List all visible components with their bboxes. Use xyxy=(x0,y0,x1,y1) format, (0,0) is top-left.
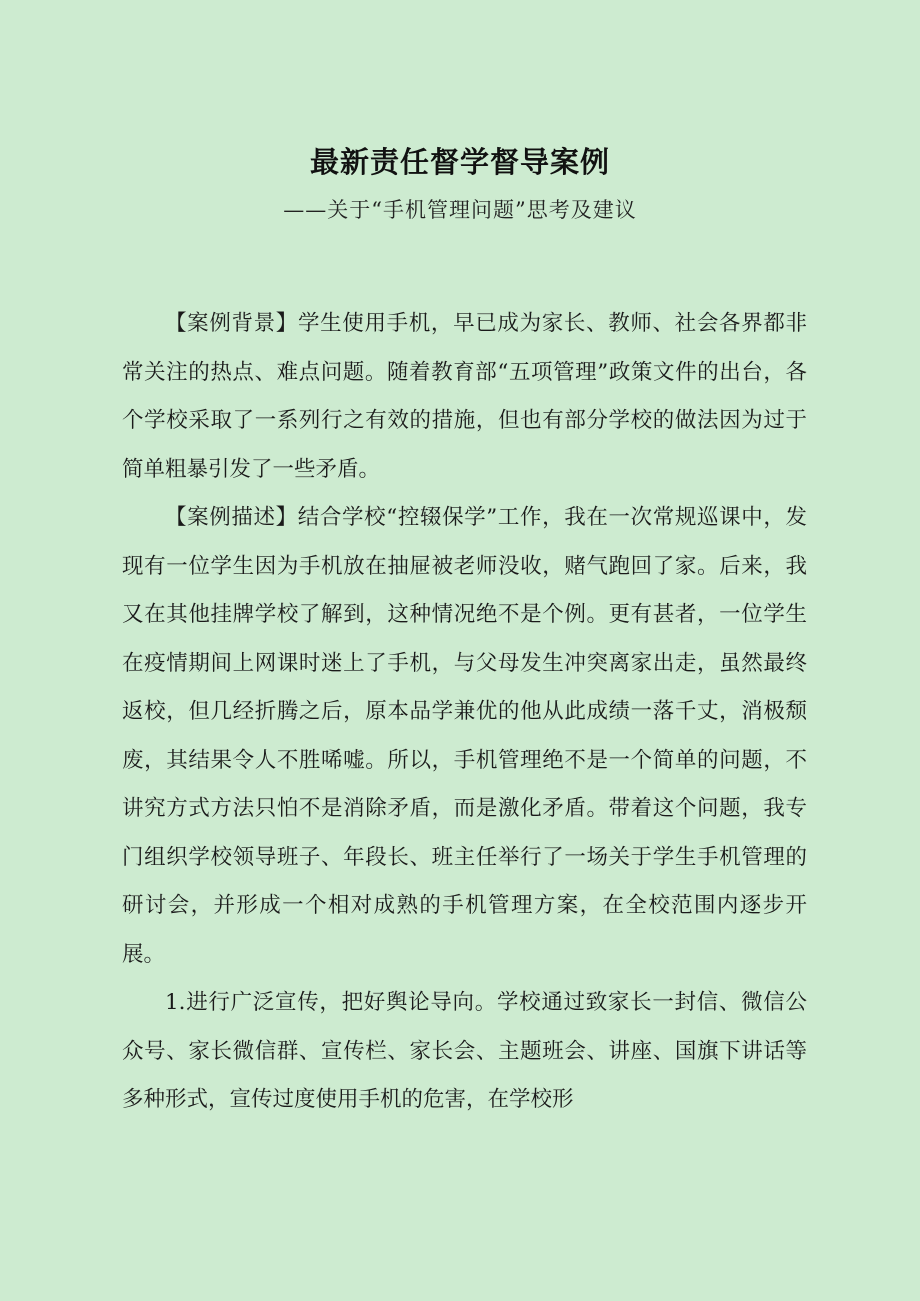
paragraph-text: 结合学校“控辍保学”工作，我在一次常规巡课中，发现有一位学生因为手机放在抽屉被老师没收，赌气跑回了家。后来，我又在其他挂牌学校了解到，这种情况绝不是个例。更有甚者，一位学生在疫情期间上网课时迷上了手机，与父母发生冲突离家出走，虽然最终返校，但几经折腾之后，原本品学兼优的他从此成绩一落千丈，消极颓废，其结果令人不胜唏嘘。所以，手机管理绝不是一个简单的问题，不讲究方式方法只怕不是消除矛盾，而是激化矛盾。带着这个问题，我专门组织学校领导班子、年段长、班主任举行了一场关于学生手机管理的研讨会，并形成一个相对成熟的手机管理方案，在全校范围内逐步开展。 xyxy=(122,505,807,967)
paragraph-label: 1. xyxy=(165,990,186,1015)
document-subtitle: ——关于“手机管理问题”思考及建议 xyxy=(283,198,637,222)
paragraph-description xyxy=(122,494,807,979)
paragraph-label: 【案例描述】 xyxy=(165,505,298,530)
paragraph-text: 进行广泛宣传，把好舆论导向。学校通过致家长一封信、微信公众号、家长微信群、宣传栏、家长会、主题班会、讲座、国旗下讲话等多种形式，宣传过度使用手机的危害，在学校形 xyxy=(122,990,807,1112)
paragraph-label: 【案例背景】 xyxy=(165,311,298,336)
paragraph-text: 学生使用手机，早已成为家长、教师、社会各界都非常关注的热点、难点问题。随着教育部“五项管理”政策文件的出台，各个学校采取了一系列行之有效的措施，但也有部分学校的做法因为过于简单粗暴引发了一些矛盾。 xyxy=(122,311,807,482)
paragraph-item-1 xyxy=(122,979,807,1125)
document-title: 最新责任督学督导案例 xyxy=(309,145,610,179)
paragraph-background xyxy=(122,300,807,494)
document-body xyxy=(122,300,807,1125)
